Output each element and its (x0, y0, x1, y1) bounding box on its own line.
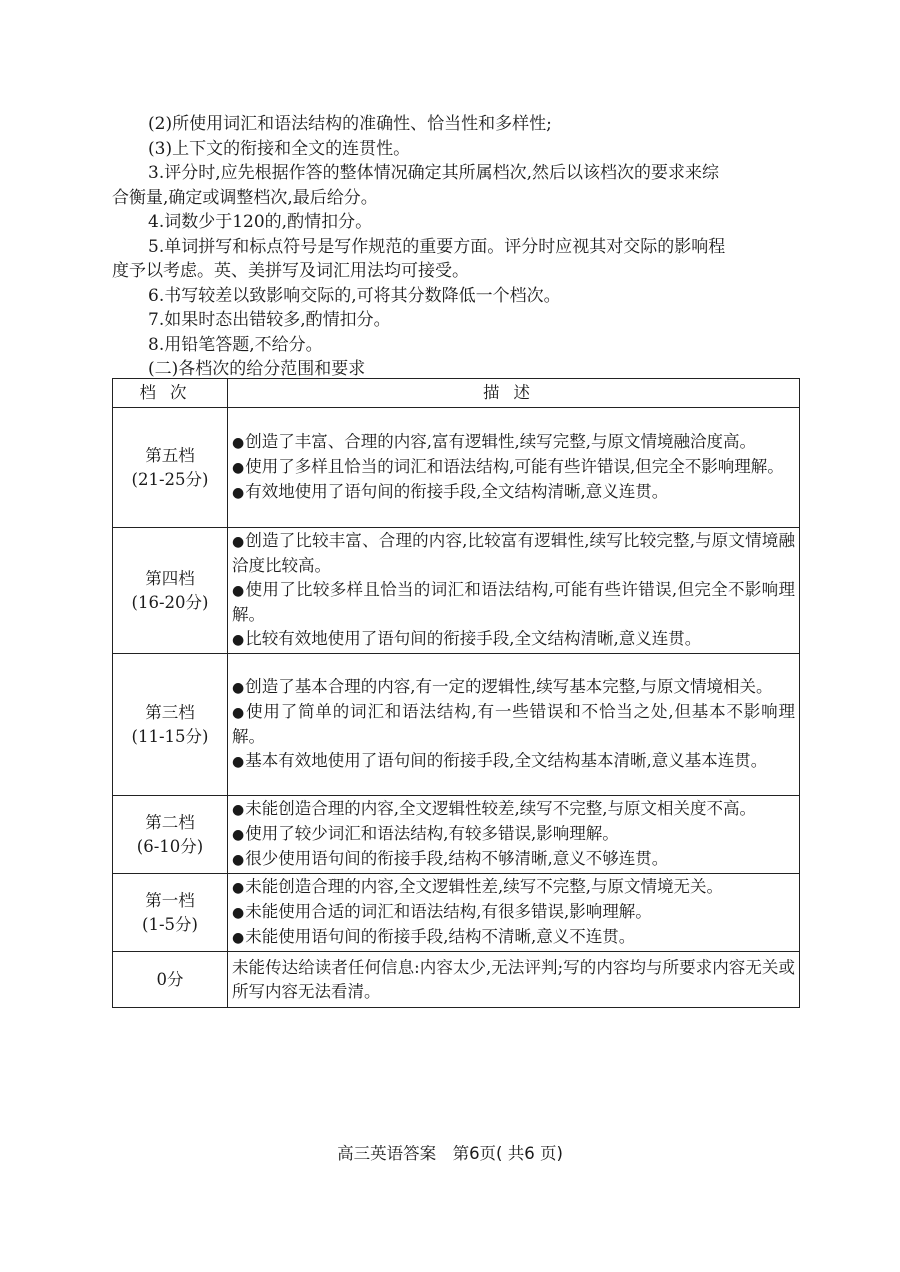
criterion-item (232, 430, 795, 455)
level-cell (113, 874, 228, 952)
criterion-text: 未能创造合理的内容,全文逻辑性差,续写不完整,与原文情境无关。 (245, 877, 723, 896)
criterion-text: 使用了多样且恰当的词汇和语法结构,可能有些许错误,但完全不影响理解。 (245, 457, 784, 476)
bullet-icon: ● (232, 632, 245, 648)
bullet-icon: ● (232, 827, 245, 843)
bullet-icon: ● (232, 534, 245, 550)
criterion-text: 使用了较少词汇和语法结构,有较多错误,影响理解。 (245, 824, 619, 843)
bullet-icon: ● (232, 852, 245, 868)
level-range: (6-10分) (136, 836, 204, 856)
note-line: 8.用铅笔答题,不给分。 (148, 334, 323, 355)
description-cell (228, 796, 800, 874)
description-cell (228, 408, 800, 528)
criterion-text: 比较有效地使用了语句间的衔接手段,全文结构清晰,意义连贯。 (245, 629, 702, 648)
criterion-text: 创造了比较丰富、合理的内容,比较富有逻辑性,续写比较完整,与原文情境融洽度比较高。 (232, 531, 795, 575)
bullet-icon: ● (232, 754, 245, 770)
level-cell (113, 408, 228, 528)
scoring-rubric-table (112, 378, 800, 1008)
level-name: 第一档 (145, 890, 195, 910)
description-cell: 未能传达给读者任何信息:内容太少,无法评判;写的内容均与所要求内容无关或所写内容无法看清。 (228, 952, 800, 1008)
bullet-icon: ● (232, 802, 245, 818)
note-line: 4.词数少于120的,酌情扣分。 (148, 212, 373, 232)
level-cell (113, 528, 228, 654)
criterion-text: 使用了简单的词汇和语法结构,有一些错误和不恰当之处,但基本不影响理解。 (232, 702, 795, 746)
note-line: (3)上下文的衔接和全文的连贯性。 (148, 138, 411, 159)
table-row (113, 952, 800, 1008)
table-header-row (113, 379, 800, 408)
table-row (113, 874, 800, 952)
criterion-text: 创造了基本合理的内容,有一定的逻辑性,续写基本完整,与原文情境相关。 (245, 677, 773, 696)
criterion-item (232, 700, 795, 749)
bullet-icon: ● (232, 583, 245, 599)
criterion-item (232, 455, 795, 480)
criterion-text: 创造了丰富、合理的内容,富有逻辑性,续写完整,与原文情境融洽度高。 (245, 432, 756, 451)
criterion-item (232, 875, 795, 900)
scoring-notes (112, 112, 802, 382)
table-row (113, 796, 800, 874)
level-cell (113, 796, 228, 874)
note-line: 5.单词拼写和标点符号是写作规范的重要方面。评分时应视其对交际的影响程 (148, 236, 726, 257)
bullet-icon: ● (232, 485, 245, 501)
description-cell (228, 528, 800, 654)
bullet-icon: ● (232, 880, 245, 896)
level-name: 第五档 (145, 445, 195, 465)
criterion-item (232, 480, 795, 505)
criterion-item (232, 822, 795, 847)
section-heading: (二)各档次的给分范围和要求 (148, 359, 366, 379)
criterion-text: 基本有效地使用了语句间的衔接手段,全文结构基本清晰,意义基本连贯。 (245, 751, 768, 770)
header-description: 描述 (228, 379, 800, 408)
criterion-text: 有效地使用了语句间的衔接手段,全文结构清晰,意义连贯。 (245, 482, 669, 501)
criterion-text: 很少使用语句间的衔接手段,结构不够清晰,意义不够连贯。 (245, 849, 669, 868)
criterion-text: 使用了比较多样且恰当的词汇和语法结构,可能有些许错误,但完全不影响理解。 (232, 580, 796, 624)
note-line: 3.评分时,应先根据作答的整体情况确定其所属档次,然后以该档次的要求来综 (148, 163, 720, 183)
note-line: 度予以考虑。英、美拼写及词汇用法均可接受。 (112, 261, 469, 281)
bullet-icon: ● (232, 905, 245, 921)
criterion-item (232, 627, 795, 652)
level-name: 第三档 (145, 702, 195, 722)
criterion-text: 未能使用合适的词汇和语法结构,有很多错误,影响理解。 (245, 902, 652, 921)
bullet-icon: ● (232, 705, 246, 721)
note-line: 合衡量,确定或调整档次,最后给分。 (112, 187, 378, 208)
criterion-text: 未能使用语句间的衔接手段,结构不清晰,意义不连贯。 (245, 927, 636, 946)
table-row (113, 528, 800, 654)
criterion-item (232, 797, 795, 822)
note-line: 6.书写较差以致影响交际的,可将其分数降低一个档次。 (148, 285, 561, 306)
level-cell: 0分 (113, 952, 228, 1008)
note-line: (2)所使用词汇和语法结构的准确性、恰当性和多样性; (148, 114, 552, 134)
level-range: (16-20分) (131, 592, 209, 612)
level-name: 第二档 (145, 812, 195, 832)
level-name: 第四档 (145, 568, 195, 588)
criterion-item (232, 925, 795, 950)
note-line: 7.如果时态出错较多,酌情扣分。 (148, 310, 391, 330)
level-cell (113, 654, 228, 796)
bullet-icon: ● (232, 435, 245, 451)
bullet-icon: ● (232, 460, 245, 476)
criterion-item (232, 847, 795, 872)
bullet-icon: ● (232, 930, 245, 946)
description-cell (228, 654, 800, 796)
description-cell (228, 874, 800, 952)
level-range: (1-5分) (142, 914, 198, 934)
criterion-item (232, 675, 795, 700)
table-row (113, 654, 800, 796)
criterion-item (232, 749, 795, 774)
criterion-item (232, 900, 795, 925)
level-range: (11-15分) (131, 726, 209, 746)
page-footer: 高三英语答案 第6页( 共6 页) (337, 1144, 563, 1163)
criterion-item (232, 529, 795, 578)
criterion-text: 未能创造合理的内容,全文逻辑性较差,续写不完整,与原文相关度不高。 (245, 799, 756, 818)
header-level: 档次 (113, 379, 228, 408)
criterion-item (232, 578, 795, 627)
bullet-icon: ● (232, 680, 245, 696)
level-range: (21-25分) (131, 469, 209, 489)
table-row (113, 408, 800, 528)
